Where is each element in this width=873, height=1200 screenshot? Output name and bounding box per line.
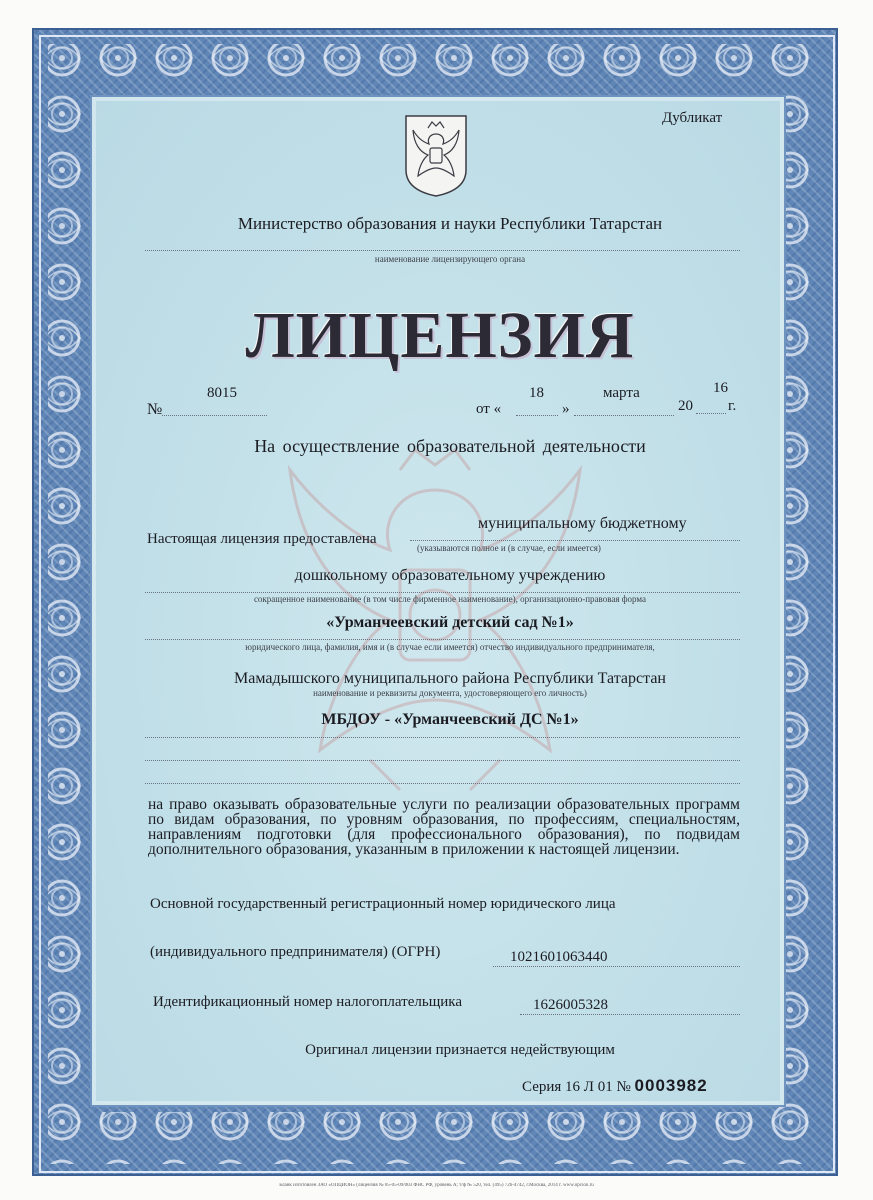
printer-note: Бланк изготовлен ЗАО «ОПЦИОН» (лицензия № 05-05-09/003 ФНС РФ, уровень А; т/ф № 520, тел. (495) 726-4742, г.Москва, 2014 г. www.opcion.ru	[279, 1183, 594, 1188]
double-headed-eagle-icon	[402, 112, 470, 198]
number-underline	[162, 415, 267, 416]
date-month: марта	[603, 385, 640, 401]
duplicate-mark: Дубликат	[662, 110, 723, 126]
rights-paragraph: на право оказывать образовательные услуги по реализации образовательных программ по видам образования, по уровням образования, по профессиям, специальностям, направлениям подготовки (для профессионального образования), по подвидам дополнительного образования, указанным в приложении к настоящей лицензии.	[148, 796, 740, 858]
ogrn-label-line-2: (индивидуального предпринимателя) (ОГРН)	[150, 944, 441, 960]
ogrn-label-line-1: Основной государственный регистрационный номер юридического лица	[150, 896, 616, 912]
year-unit: г.	[728, 398, 737, 414]
date-day: 18	[529, 385, 544, 401]
month-underline	[574, 415, 674, 416]
license-number: 8015	[207, 385, 237, 401]
licensee-caption-1: (указываются полное и (в случае, если имеется)	[417, 543, 601, 553]
licensee-caption-4: наименование и реквизиты документа, удостоверяющего его личность)	[313, 688, 587, 698]
ogrn-value: 1021601063440	[510, 949, 608, 965]
activity-type: На осуществление образовательной деятельности	[254, 436, 646, 456]
document-title: ЛИЦЕНЗИЯ	[245, 299, 635, 372]
series-number-sign: №	[616, 1079, 631, 1095]
series-label: Серия	[522, 1079, 562, 1095]
licensee-underline-6	[145, 760, 740, 761]
authority-underline	[145, 250, 740, 251]
licensee-caption-3: юридического лица, фамилия, имя и (в случае если имеется) отчество индивидуального предпринимателя,	[245, 642, 655, 652]
date-quote-close: »	[562, 401, 570, 417]
granted-label: Настоящая лицензия предоставлена	[147, 531, 377, 547]
series-block	[522, 1076, 708, 1096]
licensee-underline-5	[145, 737, 740, 738]
licensee-underline-3	[145, 639, 740, 640]
licensee-caption-2: сокращенное наименование (в том числе фирменное наименование), организационно-правовая форма	[253, 594, 647, 604]
number-sign: №	[147, 401, 163, 418]
licensee-line-3: «Урманчеевский детский сад №1»	[326, 614, 574, 631]
year-suffix: 16	[713, 380, 728, 396]
day-underline	[516, 415, 558, 416]
year-prefix: 20	[678, 398, 693, 414]
licensee-line-4: Мамадышского муниципального района Республики Татарстан	[234, 670, 666, 687]
original-invalid-note: Оригинал лицензии признается недействующим	[305, 1042, 615, 1058]
inn-label: Идентификационный номер налогоплательщика	[153, 994, 463, 1010]
inn-value: 1626005328	[533, 997, 608, 1013]
licensee-underline-1	[410, 540, 740, 541]
series-value: 16 Л 01	[565, 1079, 613, 1095]
licensee-short-name: МБДОУ - «Урманчеевский ДС №1»	[321, 711, 579, 728]
licensee-underline-7	[145, 783, 740, 784]
date-from-label: от «	[476, 401, 502, 417]
authority-caption: наименование лицензирующего органа	[374, 254, 526, 264]
licensee-line-2: дошкольному образовательному учреждению	[294, 567, 606, 584]
ogrn-underline	[493, 966, 740, 967]
licensee-underline-2	[145, 592, 740, 593]
licensing-authority: Министерство образования и науки Республики Татарстан	[237, 214, 663, 233]
inn-underline	[520, 1014, 740, 1015]
licensee-line-1: муниципальному бюджетному	[478, 515, 687, 532]
series-number: 0003982	[634, 1076, 708, 1095]
year-underline	[696, 413, 726, 414]
